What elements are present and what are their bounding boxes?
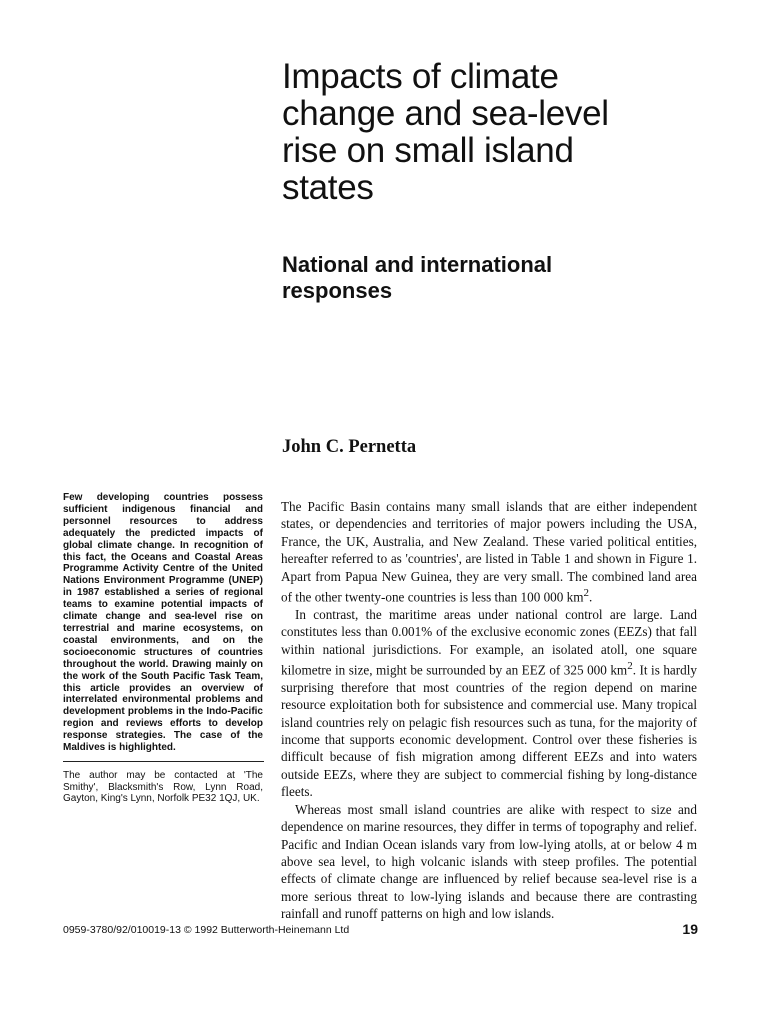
subtitle-line: National and international	[282, 252, 553, 277]
page-number: 19	[682, 921, 698, 937]
subtitle-line: responses	[282, 278, 393, 303]
author-name: John C. Pernetta	[282, 437, 417, 457]
body-text	[281, 498, 697, 923]
sidebar-divider	[63, 761, 264, 762]
article-title	[282, 58, 742, 206]
abstract: Few developing countries possess sufficient indigenous financial and personnel resources to address adequately the predicted impacts of global climate change. In recognition of this fact, the Oceans and Coastal Areas Programme Activity Centre of the United Nations Environment Programme (UNEP) in 1987 established a series of regional teams to examine potential impacts of climate change and sea-level rise on terrestrial and marine ecosystems, on coastal environments, and on the socioeconomic structures of countries throughout the world. Drawing mainly on the work of the South Pacific Task Team, this article provides an overview of interrelated environmental problems and development problems in the Indo-Pacific region and reviews efforts to develop response strategies. The case of the Maldives is highlighted.	[63, 492, 263, 754]
title-line: Impacts of climate	[282, 57, 559, 96]
title-line: rise on small island	[282, 131, 574, 170]
superscript: 2	[583, 587, 590, 600]
body-paragraph: Whereas most small island countries are alike with respect to size and dependence on marine resources, they differ in terms of topography and relief. Pacific and Indian Ocean islands vary from low-lying atolls, at or below 4 m above sea level, to high volcanic islands with steep profiles. The potential effects of climate change are influenced by relief because sea-level rise is a more serious threat to low-lying islands and because there are contrasting rainfall and runoff patterns on high and low islands.	[281, 801, 697, 922]
article-subtitle	[282, 252, 742, 304]
title-line: states	[282, 168, 374, 207]
copyright-line: 0959-3780/92/010019-13 © 1992 Butterworth-Heinemann Ltd	[63, 924, 350, 936]
paragraph-text: The Pacific Basin contains many small islands that are either independent states, or dependencies and territories of major powers including the USA, France, the UK, Australia, and New Zealand. These varied political entities, hereafter referred to as 'countries', are listed in Table 1 and shown in Figure 1. Apart from Papua New Guinea, they are very small. The combined land area of the other twenty-one countries is less than 100 000 km	[281, 499, 697, 605]
body-paragraph	[281, 606, 697, 801]
paragraph-text: In contrast, the maritime areas under national control are large. Land constitutes less than 0.001% of the exclusive economic zones (EEZs) that fall within national jurisdictions. For example, an isolated atoll, one square kilometre in size, might be surrounded by an EEZ of 325 000 km	[281, 606, 697, 678]
paragraph-text: . It is hardly surprising therefore that most countries of the region depend on marine resource exploitation both for subsistence and commercial use. Many tropical island countries rely on pelagic fish resources such as tuna, for the majority of income that supports economic development. Control over these fisheries is difficult because of fish migration among different EEZs and into waters outside EEZs, where they are subject to commercial fishing by long-distance fleets.	[281, 662, 698, 800]
author-contact: The author may be contacted at 'The Smithy', Blacksmith's Row, Lynn Road, Gayton, King's Lynn, Norfolk PE32 1QJ, UK.	[63, 770, 263, 805]
body-paragraph	[281, 498, 697, 606]
superscript: 2	[627, 660, 633, 673]
title-line: change and sea-level	[282, 94, 609, 133]
paragraph-text: .	[589, 589, 593, 605]
